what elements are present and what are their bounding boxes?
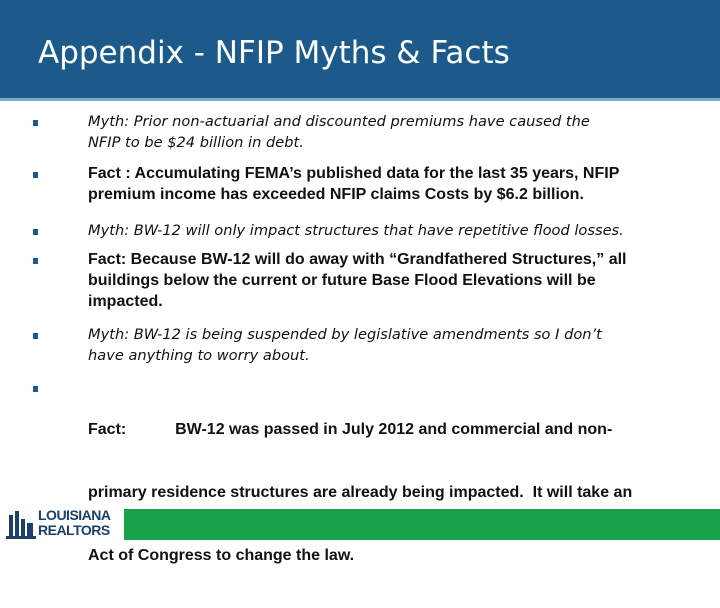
logo-text-line2: REALTORS: [38, 522, 110, 538]
bullet-line: Fact: BW-12 was passed in July 2012 and commercial and non-: [88, 421, 613, 438]
slide-title: Appendix - NFIP Myths & Facts: [38, 35, 510, 71]
bullet-text: [88, 220, 688, 241]
bullet-text: [88, 377, 688, 608]
bullet-line: Myth: Prior non-actuarial and discounted premiums have caused the: [88, 113, 590, 130]
bullet-marker-icon: [33, 120, 38, 126]
bullet-line: primary residence structures are already being impacted. It will take an: [88, 484, 633, 501]
bullet-text: [88, 163, 688, 205]
bullet-line: NFIP to be $24 billion in debt.: [88, 134, 304, 151]
bullet-marker-icon: [33, 229, 38, 235]
bullet-line: have anything to worry about.: [88, 347, 310, 364]
bullet-line: Fact : Accumulating FEMA’s published data for the last 35 years, NFIP: [88, 165, 620, 182]
bullet-line: buildings below the current or future Base Flood Elevations will be: [88, 272, 596, 289]
bullet-text: [88, 111, 688, 153]
bullet-line: Myth: BW-12 is being suspended by legislative amendments so I don’t: [88, 326, 602, 343]
bullet-line: Act of Congress to change the law.: [88, 547, 355, 564]
bullet-line: premium income has exceeded NFIP claims Costs by $6.2 billion.: [88, 186, 584, 203]
bullet-line: impacted.: [88, 293, 163, 310]
header-divider: [0, 98, 720, 101]
bullet-line: Myth: BW-12 will only impact structures that have repetitive flood losses.: [88, 222, 624, 239]
bullet-text: [88, 324, 688, 366]
bullet-marker-icon: [33, 258, 38, 264]
louisiana-realtors-logo: [0, 505, 124, 540]
logo-text-line1: LOUISIANA: [38, 507, 111, 523]
realtor-building-icon: [6, 509, 36, 539]
bullet-marker-icon: [33, 386, 38, 392]
bullet-line: Fact: Because BW-12 will do away with “Grandfathered Structures,” all: [88, 251, 627, 268]
footer-green-bar: [124, 509, 720, 540]
bullet-marker-icon: [33, 333, 38, 339]
bullet-marker-icon: [33, 172, 38, 178]
bullet-text: [88, 249, 688, 312]
